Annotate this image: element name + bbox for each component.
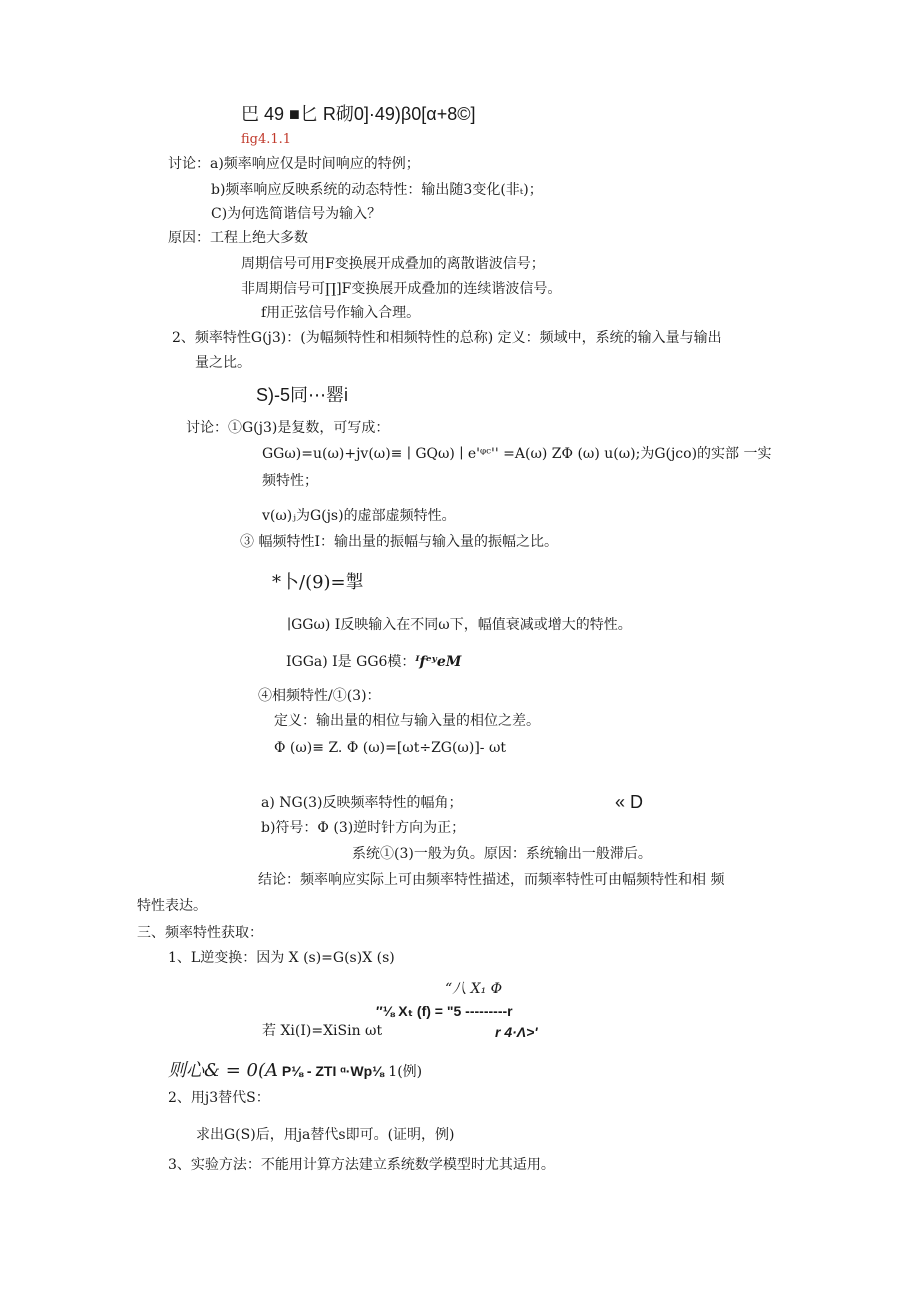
- garbled-definition-formula: S)-5同⋯罂i: [256, 385, 349, 405]
- experimental-method: 3、实验方法：不能用计算方法建立系统数学模型时尤其适用。: [168, 1157, 555, 1173]
- amplitude-modulus-formula: ᴵfᵉʸeM: [415, 654, 462, 670]
- substitution-detail: 求出G(S)后，用ja替代s即可。(证明，例): [196, 1127, 455, 1143]
- amplitude-characteristic-definition: ③ 幅频特性I：输出量的振幅与输入量的振幅之比。: [240, 534, 558, 550]
- real-frequency-characteristic: 频特性；: [262, 473, 318, 489]
- margin-mark: « D: [615, 792, 644, 812]
- output-formula-lead: 则心& = 0(A: [168, 1060, 279, 1081]
- section-frequency-characteristic-cont: 量之比。: [195, 355, 251, 371]
- imaginary-frequency-characteristic: v(ω)ⱼ为G(js)的虚部虚频特性。: [262, 508, 456, 524]
- discussion-b: b)频率响应反映系统的动态特性：输出随3变化(非ₜ)；: [211, 182, 543, 198]
- reason-conclusion: f用正弦信号作输入合理。: [261, 305, 421, 321]
- amplitude-modulus-text: IGGa) I是 GG6模：: [286, 654, 416, 670]
- complex-form-formula: GGω)=u(ω)+jv(ω)≡ ∣ GQω) ∣ e'ᵠᶜ'' =A(ω) ZΦ (ω) u(ω);为G(jcο)的实部 一实: [262, 446, 772, 462]
- reason-heading: 原因：工程上绝大多数: [168, 230, 308, 246]
- amplitude-modulus: [286, 654, 461, 671]
- section-frequency-characteristic: 2、频率特性G(j3)：(为幅频特性和相频特性的总称) 定义：频域中，系统的输入量与输出: [172, 330, 722, 346]
- phase-sign-note: b)符号：Φ (3)逆时针方向为正；: [261, 820, 466, 836]
- output-formula-tail: 1(例): [383, 1064, 423, 1080]
- discussion-c: C)为何选简谐信号为输入？: [211, 206, 382, 222]
- reason-periodic: 周期信号可用F变换展开成叠加的离散谐波信号；: [241, 256, 545, 272]
- amplitude-meaning: ∣GGω) I反映输入在不同ω下，幅值衰减或增大的特性。: [287, 617, 632, 633]
- conclusion-cont: 特性表达。: [137, 898, 207, 914]
- figure-caption: fig4.1.1: [241, 132, 292, 147]
- amplitude-formula: *卜/(9)=掣: [272, 572, 364, 593]
- reason-aperiodic: 非周期信号可∏]F变换展开成叠加的连续谐波信号。: [241, 281, 562, 297]
- discussion-a: 讨论：a)频率响应仅是时间响应的特例；: [168, 156, 420, 172]
- substitution-method: 2、用j3替代S：: [168, 1090, 270, 1106]
- conclusion: 结论：频率响应实际上可由频率特性描述，而频率特性可由幅频特性和相 频: [258, 872, 725, 888]
- output-formula-body: P⅛ - ZTI ᵅ·Wp⅛: [278, 1063, 384, 1079]
- formula-fragment-top: “八 X₁ Φ: [445, 981, 503, 997]
- output-formula: [168, 1060, 422, 1082]
- formula-fragment-middle: ″⅛ Xₜ (f) = "5 ---------r: [376, 1003, 513, 1019]
- formula-fragment-bottom: r 4·Λ>': [495, 1024, 538, 1040]
- phase-negative-note: 系统①(3)一般为负。原因：系统输出一般滞后。: [352, 846, 652, 862]
- phase-definition: 定义：输出量的相位与输入量的相位之差。: [274, 713, 540, 729]
- phase-characteristic-heading: ④相频特性/①(3)：: [258, 688, 381, 704]
- phase-formula: Φ (ω)≡ Z. Φ (ω)=[ωt÷ZG(ω)]- ωt: [274, 740, 506, 756]
- section-three-heading: 三、频率特性获取：: [137, 925, 263, 941]
- phase-angle-note: a) NG(3)反映频率特性的幅角；: [261, 795, 463, 811]
- discussion-complex: 讨论：①G(j3)是复数，可写成：: [186, 420, 390, 436]
- sinusoidal-input: 若 Xi(I)=XiSin ωt: [262, 1023, 383, 1039]
- inverse-laplace-method: 1、L逆变换：因为 X (s)=G(s)X (s): [168, 950, 395, 966]
- garbled-formula-heading: 巴 49 ■匕 R砌0]·49)β0[α+8©]: [241, 104, 476, 124]
